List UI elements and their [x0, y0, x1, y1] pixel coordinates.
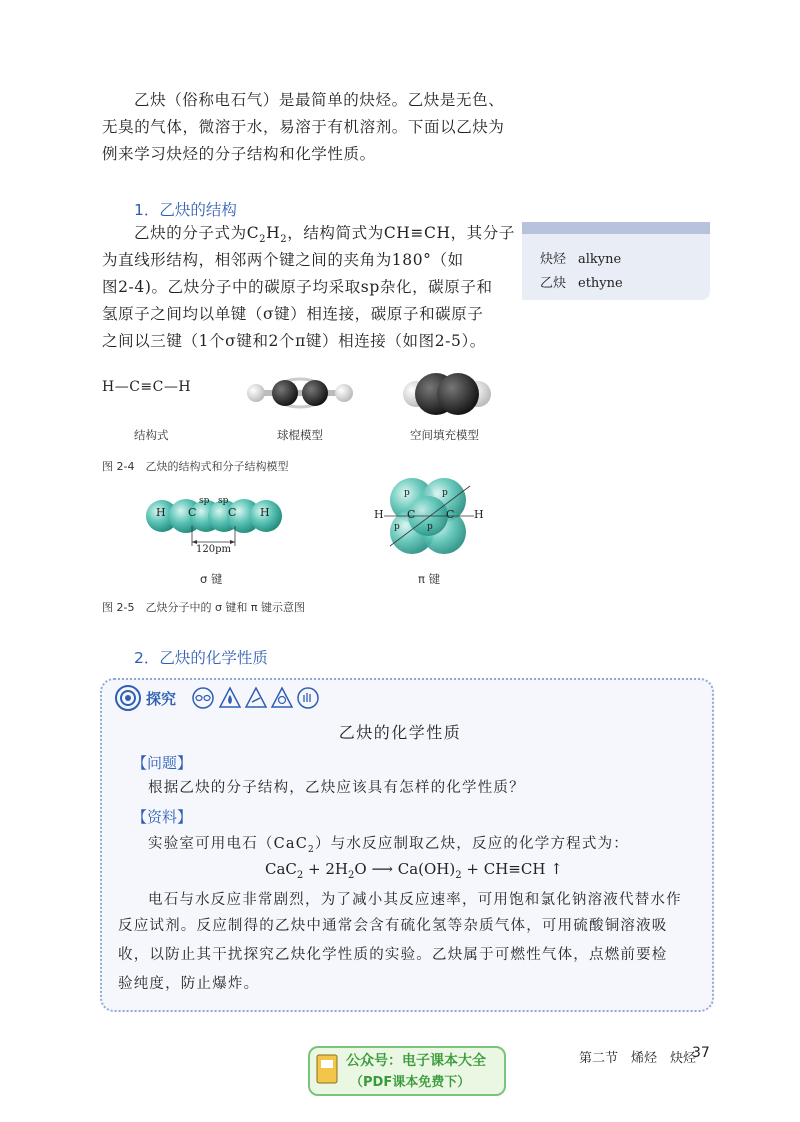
glossary-sidebar [522, 222, 710, 300]
section1-line-2: 为直线形结构，相邻两个键之间的夹角为180°（如 [102, 251, 464, 269]
subscript: 2 [308, 844, 315, 855]
flammable-warning-icon [218, 686, 242, 710]
structural-formula: H—C≡C—H [102, 379, 192, 395]
label-space-filling: 空间填充模型 [410, 428, 479, 442]
hand-wash-icon [296, 686, 320, 710]
watermark-line-1: 公众号：电子课本大全 [346, 1053, 486, 1069]
figure-2-4-caption: 图 2-4 乙炔的结构式和分子结构模型 [102, 460, 289, 473]
label-structural-formula: 结构式 [134, 428, 169, 442]
toxic-warning-icon [270, 686, 294, 710]
label-ball-stick: 球棍模型 [277, 428, 323, 442]
text-part: ）与水反应制取乙炔，反应的化学方程式为： [314, 836, 629, 852]
inquiry-label: 探究 [146, 690, 177, 708]
space-filling-model [402, 366, 492, 422]
section1-line-4: 氢原子之间均以单键（σ键）相连接，碳原子和碳原子 [102, 305, 484, 323]
p-label-1: p [404, 488, 410, 498]
sigma-h-right: H [260, 506, 270, 519]
glossary-item-alkyne [540, 248, 621, 267]
page-number: 37 [692, 1045, 710, 1061]
question-tag: 【问题】 [132, 754, 193, 772]
pi-c-right: C [446, 508, 455, 521]
sigma-c-right: C [228, 506, 237, 519]
section1-line-3: 图2-4)。乙炔分子中的碳原子均采取sp杂化，碳原子和 [102, 278, 493, 296]
sp-label-left: sp [199, 496, 210, 506]
footer-section: 第二节 烯烃 炔烃 [579, 1051, 697, 1066]
intro-line-1: 乙炔（俗称电石气）是最简单的炔烃。乙炔是无色、 [134, 91, 505, 109]
pi-bond-diagram [370, 476, 490, 556]
glossary-bar [522, 222, 710, 234]
p-label-2: p [442, 488, 448, 498]
intro-line-2: 无臭的气体，微溶于水，易溶于有机溶剂。下面以乙炔为 [102, 118, 505, 136]
glossary-zh: 乙炔 [540, 276, 567, 291]
subscript: 2 [455, 870, 462, 881]
inquiry-para-line-4: 验纯度，防止爆炸。 [118, 976, 260, 992]
bond-length-label: 120pm [196, 544, 231, 555]
target-icon [114, 684, 142, 712]
text-part: ，结构简式为CH≡CH，其分子 [287, 224, 515, 242]
pi-h-left: H [374, 508, 384, 521]
subscript: 2 [280, 234, 288, 246]
inquiry-para-line-1: 电石与水反应非常剧烈，为了减小其反应速率，可用饱和氯化钠溶液代替水作 [148, 892, 682, 908]
subscript: 2 [348, 870, 355, 881]
goggles-icon [190, 686, 216, 710]
ball-stick-model [240, 368, 360, 418]
p-label-3: p [394, 522, 400, 532]
glossary-item-ethyne [540, 272, 623, 291]
pi-c-left: C [407, 508, 416, 521]
text-part: O ⟶ Ca(OH) [354, 860, 456, 878]
sigma-bond-label: σ 键 [200, 572, 223, 586]
pi-h-right: H [474, 508, 484, 521]
glossary-en: ethyne [578, 276, 623, 291]
text-part: 实验室可用电石（CaC [148, 836, 309, 852]
sigma-c-left: C [188, 506, 197, 519]
inquiry-para-line-3: 收，以防止其干扰探究乙炔化学性质的实验。乙炔属于可燃性气体，点燃前要检 [118, 947, 668, 963]
material-tag: 【资料】 [132, 808, 193, 826]
subscript: 2 [259, 234, 267, 246]
watermark-badge [308, 1046, 506, 1096]
glossary-en: alkyne [578, 252, 622, 267]
sigma-h-left: H [156, 506, 166, 519]
subscript: 2 [296, 870, 304, 881]
sp-label-right: sp [218, 496, 229, 506]
text-part: H [266, 224, 281, 242]
inquiry-para-line-2: 反应试剂。反应制得的乙炔中通常会含有硫化氢等杂质气体，可用硫酸铜溶液吸 [118, 918, 668, 934]
chemical-equation [265, 860, 563, 881]
book-icon [316, 1054, 338, 1084]
pi-bond-label: π 键 [418, 572, 441, 586]
text-part: + CH≡CH ↑ [461, 860, 563, 878]
section1-line-5: 之间以三键（1个σ键和2个π键）相连接（如图2-5）。 [102, 332, 486, 350]
inquiry-title: 乙炔的化学性质 [338, 723, 462, 742]
watermark-line-2: （PDF课本免费下） [350, 1075, 471, 1090]
intro-line-3: 例来学习炔烃的分子结构和化学性质。 [102, 145, 376, 163]
text-part: 乙炔的分子式为C [134, 224, 260, 242]
question-text: 根据乙炔的分子结构，乙炔应该具有怎样的化学性质？ [148, 780, 525, 796]
section1-heading: 1．乙炔的结构 [134, 201, 237, 219]
section2-heading: 2．乙炔的化学性质 [134, 649, 268, 667]
corrosive-warning-icon [244, 686, 268, 710]
figure-2-5-caption: 图 2-5 乙炔分子中的 σ 键和 π 键示意图 [102, 601, 306, 614]
text-part: CaC [265, 860, 297, 878]
glossary-zh: 炔烃 [540, 252, 567, 267]
p-label-4: p [427, 522, 433, 532]
text-part: + 2H [303, 860, 349, 878]
